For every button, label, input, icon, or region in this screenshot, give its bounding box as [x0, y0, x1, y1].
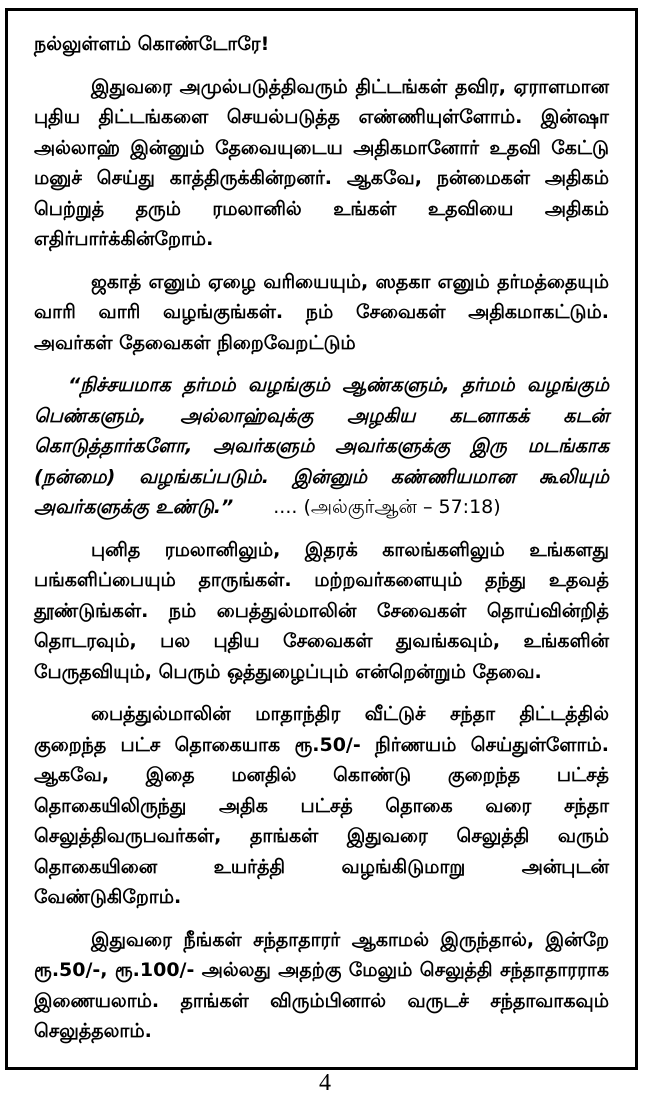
page-border [5, 8, 638, 1070]
quote-text: “நிச்சயமாக தர்மம் வழங்கும் ஆண்களும், தர்மம் வழங்கும் பெண்களும், அல்லாஹ்வுக்கு அழகிய கடனாகக் கடன் கொடுத்தார்களோ, அவர்களும் அவர்களுக்கு இரு மடங்காக (நன்மை) வழங்கப்படும். இன்னும் கண்ணியமான கூலியும் அவர்களுக்கு உண்டு.” [34, 374, 609, 518]
salutation: நல்லுள்ளம் கொண்டோரே! [34, 33, 270, 55]
paragraph-subscription: பைத்துல்மாலின் மாதாந்திர வீட்டுச் சந்தா திட்டத்தில் குறைந்த பட்ச தொகையாக ரூ.50/- நிர்ணயம் செய்துள்ளோம். ஆகவே, இதை மனதில் கொண்டு குறைந்த பட்சத் தொகையிலிருந்து அதிக பட்சத் தொகை வரை சந்தா செலுத்திவருபவர்கள், தாங்கள் இதுவரை செலுத்தி வரும் தொகையினை உயர்த்தி வழங்கிடுமாறு அன்புடன் வேண்டுகிறோம். [34, 703, 609, 908]
paragraph-join: இதுவரை நீங்கள் சந்தாதாரர் ஆகாமல் இருந்தால், இன்றே ரூ.50/-, ரூ.100/- அல்லது அதற்கு மேலும் செலுத்தி சந்தாதாரராக இணையலாம். தாங்கள் விரும்பினால் வருடச் சந்தாவாகவும் செலுத்தலாம். [34, 928, 609, 1042]
quran-quote [34, 370, 609, 523]
paragraph-new-projects: இதுவரை அமுல்படுத்திவரும் திட்டங்கள் தவிர, ஏராளமான புதிய திட்டங்களை செயல்படுத்த எண்ணியுள்ளோம். இன்ஷா அல்லாஹ் இன்னும் தேவையுடைய அதிகமானோர் உதவி கேட்டு மனுச் செய்து காத்திருக்கின்றனர். ஆகவே, நன்மைகள் அதிகம் பெற்றுத் தரும் ரமலானில் உங்கள் உதவியை அதிகம் எதிர்பார்க்கின்றோம். [34, 75, 609, 250]
quote-reference: .... (அல்குர்ஆன் – 57:18) [273, 496, 501, 518]
page-number: 4 [319, 1070, 331, 1096]
paragraph-zakat: ஜகாத் எனும் ஏழை வரியையும், ஸதகா எனும் தர்மத்தையும் வாரி வாரி வழங்குங்கள். நம் சேவைகள் அதிகமாகட்டும். அவர்கள் தேவைகள் நிறைவேறட்டும் [34, 270, 609, 354]
paragraph-contribution: புனித ரமலானிலும், இதரக் காலங்களிலும் உங்களது பங்களிப்பையும் தாருங்கள். மற்றவர்களையும் தந்து உதவத் தூண்டுங்கள். நம் பைத்துல்மாலின் சேவைகள் தொய்வின்றித் தொடரவும், பல புதிய சேவைகள் துவங்கவும், உங்களின் பேருதவியும், பெரும் ஒத்துழைப்பும் என்றென்றும் தேவை. [34, 538, 609, 683]
